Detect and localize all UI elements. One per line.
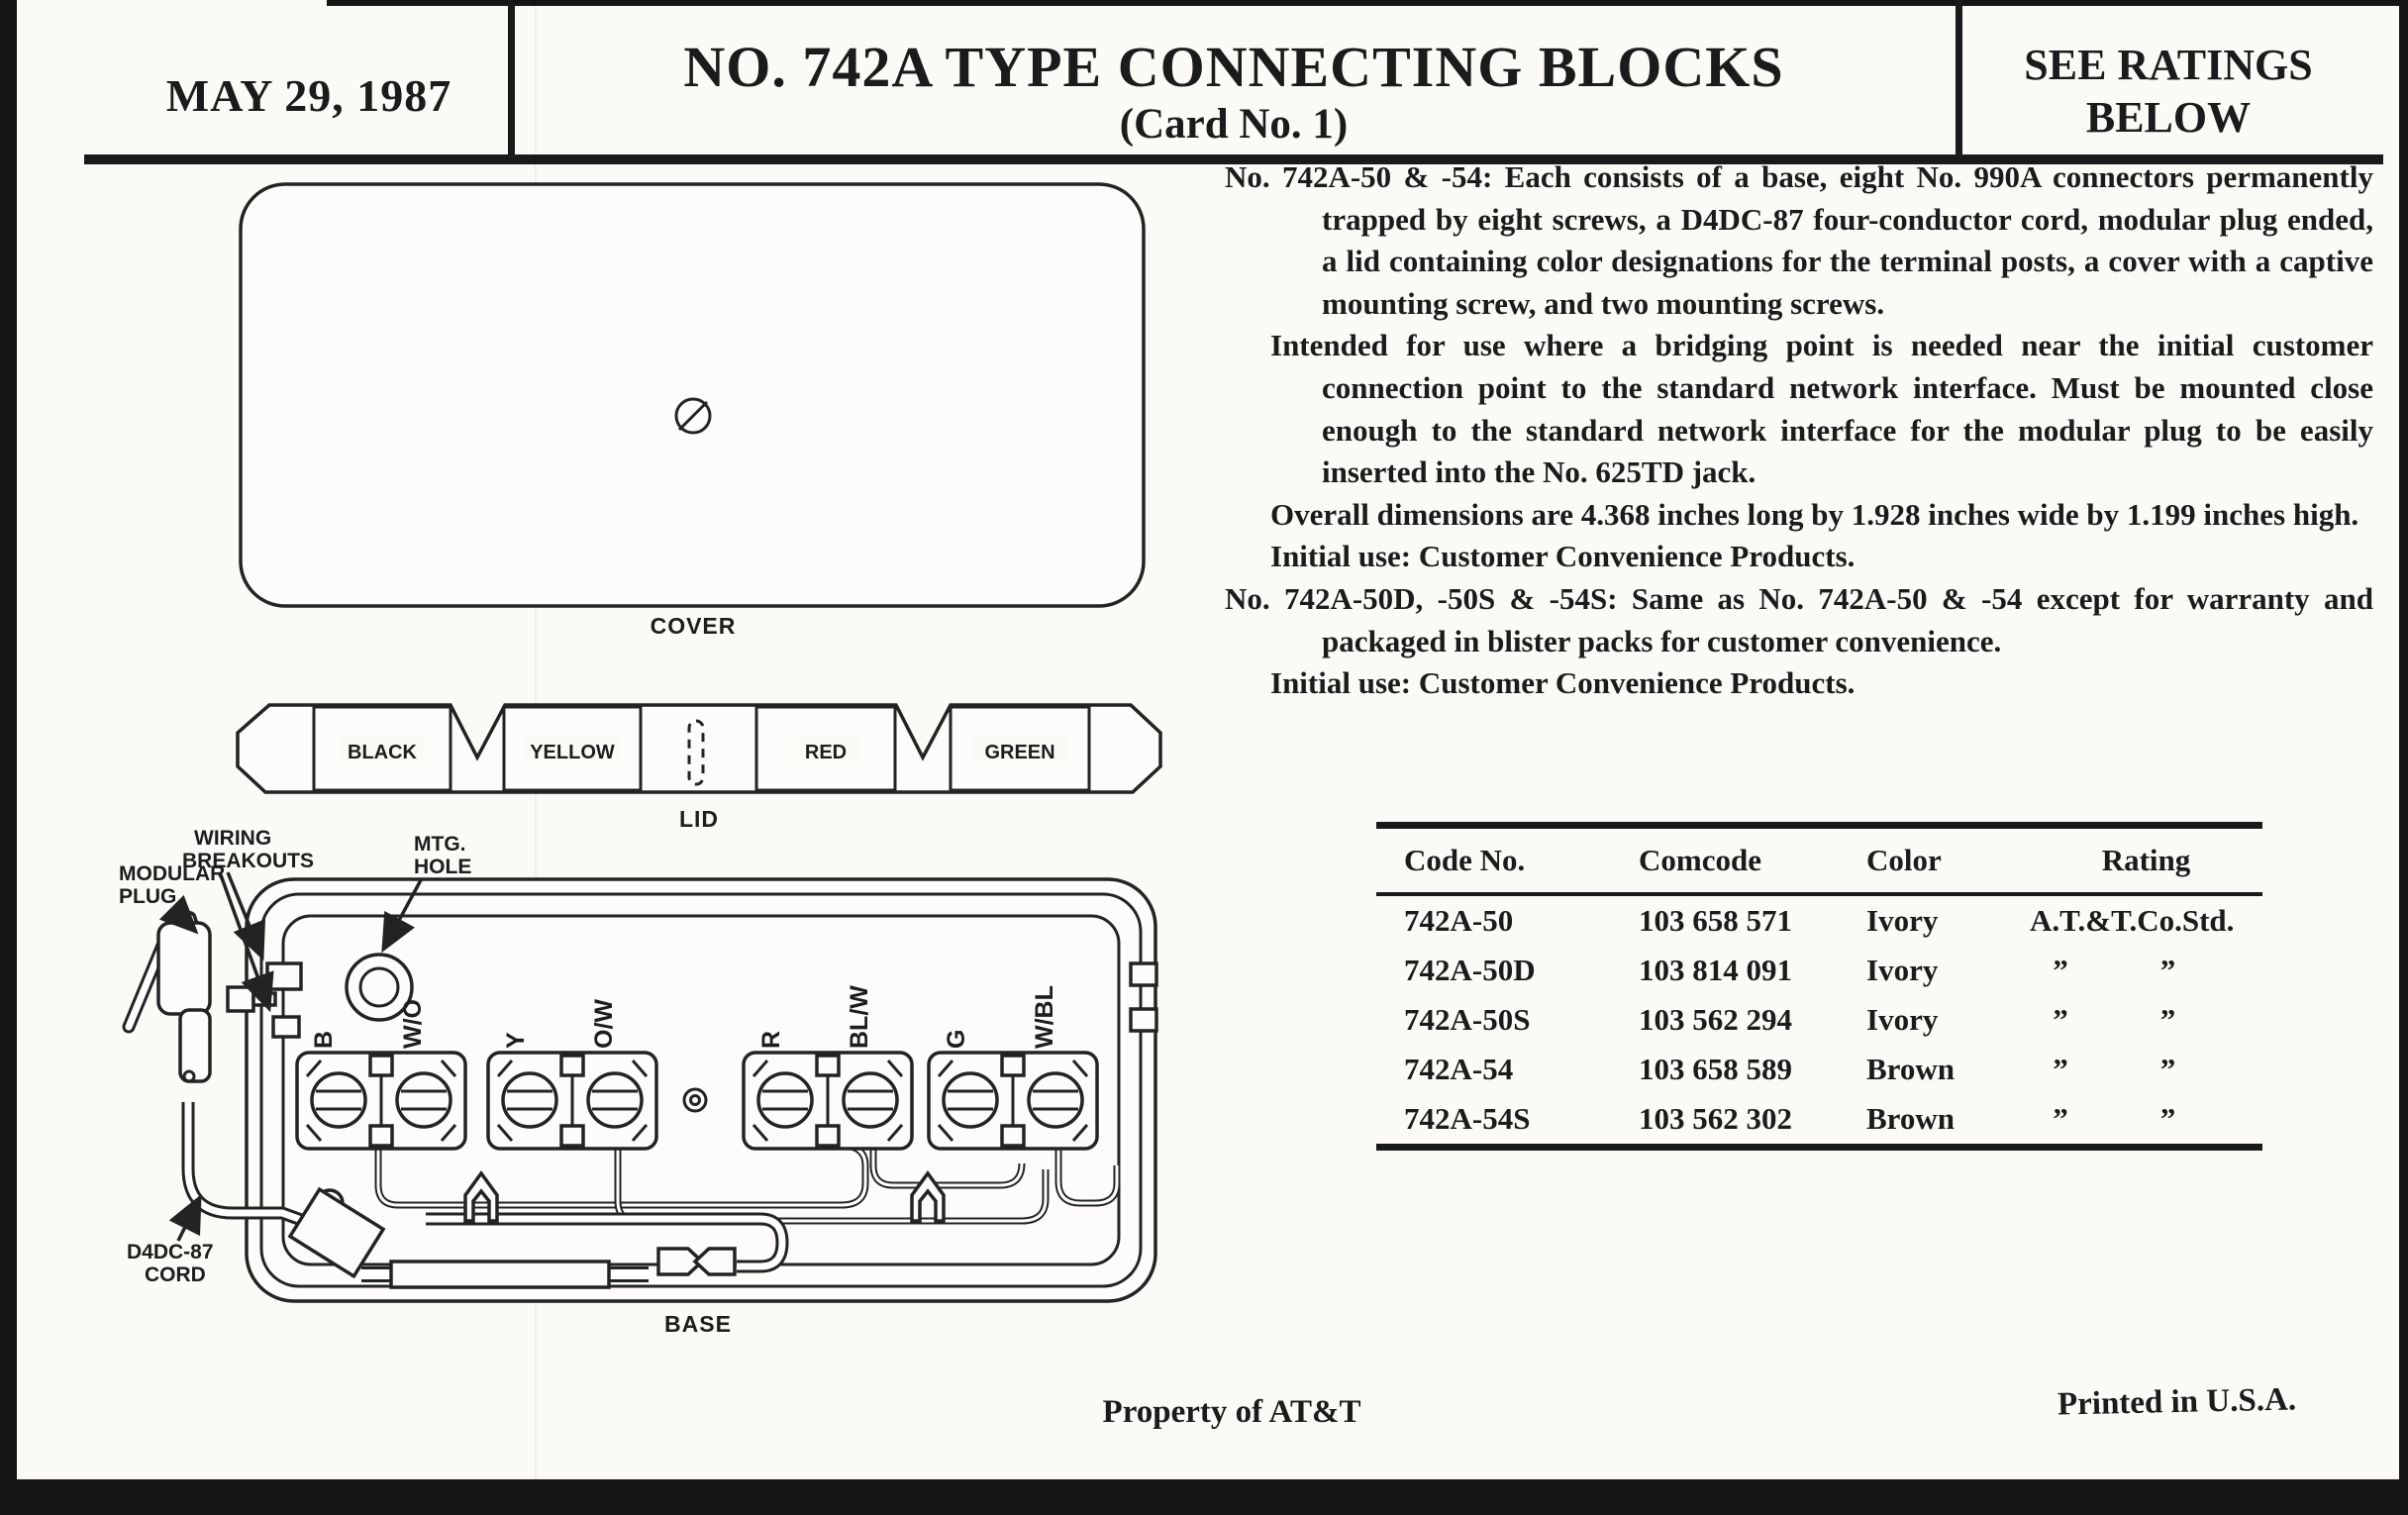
paragraph: Overall dimensions are 4.368 inches long by 1.928 inches wide by 1.199 inches high. xyxy=(1270,496,2359,532)
code-cell: 742A-50S xyxy=(1404,1002,1531,1037)
wiring-breakouts-label: BREAKOUTS xyxy=(182,850,315,872)
column-header: Comcode xyxy=(1639,843,1761,877)
color-cell: Ivory xyxy=(1866,1002,1939,1037)
column-header: Rating xyxy=(2101,843,2191,877)
paragraph: Initial use: Customer Convenience Products. xyxy=(1270,539,1856,574)
comcode-cell: 103 658 589 xyxy=(1639,1052,1792,1086)
code-cell: 742A-54S xyxy=(1404,1101,1531,1136)
cover-label: COVER xyxy=(650,613,737,639)
lid-label: LID xyxy=(678,806,720,832)
lid-section-label: YELLOW xyxy=(530,742,615,763)
printed-notice: Printed in U.S.A. xyxy=(2057,1381,2297,1423)
lid-section-label: RED xyxy=(804,742,848,763)
mtg-hole-label: MTG. xyxy=(414,833,466,856)
code-cell: 742A-50D xyxy=(1404,953,1536,987)
property-notice: Property of AT&T xyxy=(1102,1394,1361,1430)
scan-edge-top xyxy=(327,0,2406,6)
lid-drawing xyxy=(238,705,1160,832)
description-block xyxy=(1225,156,2373,705)
scan-edge-bottom xyxy=(0,1479,2408,1515)
table-row xyxy=(1376,995,2262,1045)
cord-label: CORD xyxy=(145,1263,206,1286)
comcode-cell: 103 562 294 xyxy=(1639,1002,1792,1037)
wiring-breakouts-label: WIRING xyxy=(194,827,272,850)
table-row xyxy=(1376,1094,2262,1144)
ratings-note-line2: BELOW xyxy=(2085,92,2252,142)
side-tab xyxy=(228,987,253,1011)
rating-cell: ” ” xyxy=(2030,1101,2176,1136)
table-header-row xyxy=(1376,829,2262,896)
terminal-label: G xyxy=(943,1029,970,1049)
table-row xyxy=(1376,1045,2262,1094)
color-cell: Ivory xyxy=(1866,953,1939,987)
rating-cell: ” ” xyxy=(2030,1052,2176,1086)
scan-edge-right xyxy=(2399,0,2408,1515)
lid-section-label: BLACK xyxy=(348,742,417,763)
paragraph: No. 742A-50D, -50S & -54S: Same as No. 742A-50 & -54 except for warranty and packaged in blister packs for customer convenience. xyxy=(1225,580,2373,658)
paragraph: Initial use: Customer Convenience Products. xyxy=(1270,665,1856,701)
terminal-pair-block xyxy=(929,1053,1097,1149)
terminal-label: BL/W xyxy=(846,985,873,1049)
column-header: Color xyxy=(1866,843,1942,877)
mtg-hole-label: HOLE xyxy=(414,856,472,878)
code-cell: 742A-50 xyxy=(1404,903,1514,938)
terminal-label: W/BL xyxy=(1031,985,1058,1049)
cover-drawing xyxy=(241,184,1144,639)
side-tab xyxy=(1131,1009,1156,1031)
modular-plug-label: PLUG xyxy=(119,885,177,908)
base-label: BASE xyxy=(664,1311,732,1337)
terminal-label: Y xyxy=(502,1032,530,1049)
color-cell: Ivory xyxy=(1866,903,1939,938)
terminal-label: R xyxy=(757,1030,785,1049)
paragraph: No. 742A-50 & -54: Each consists of a base, eight No. 990A connectors permanently trapped by eight screws, a D4DC-87 four-conductor cord, modular plug ended, a lid containing color designations for the terminal posts, a cover with a captive mounting screw, and two mounting screws. xyxy=(1225,159,2373,321)
title-block xyxy=(512,34,1956,149)
scan-edge-left xyxy=(0,0,17,1515)
cord-sleeve xyxy=(391,1262,609,1287)
rating-cell: ” ” xyxy=(2030,953,2176,987)
terminal-pair-block xyxy=(488,1053,656,1149)
paragraph: Intended for use where a bridging point is needed near the initial customer connection point to the standard network interface. Must be mounted close enough to the standard network interface for the modular plug to be easily inserted into the No. 625TD jack. xyxy=(1270,328,2373,490)
terminal-label: O/W xyxy=(590,999,618,1049)
issue-date: MAY 29, 1987 xyxy=(165,70,452,121)
terminal-label: B xyxy=(310,1030,338,1049)
color-cell: Brown xyxy=(1866,1101,1956,1136)
code-cell: 742A-54 xyxy=(1404,1052,1514,1086)
terminal-pair-block xyxy=(744,1053,912,1149)
page-title: NO. 742A TYPE CONNECTING BLOCKS xyxy=(683,35,1784,99)
rating-cell: A.T.&T.Co.Std. xyxy=(2030,903,2235,938)
lid-section-label: GREEN xyxy=(984,742,1055,763)
terminal-label: W/O xyxy=(399,999,427,1049)
wiring-breakout-tab xyxy=(273,1017,299,1037)
table-row xyxy=(1376,896,2262,946)
table-row xyxy=(1376,946,2262,995)
ratings-table xyxy=(1376,822,2262,1151)
terminal-pair-block xyxy=(297,1053,465,1149)
rating-cell: ” ” xyxy=(2030,1002,2176,1037)
column-header: Code No. xyxy=(1404,843,1526,877)
connecting-block-diagram xyxy=(79,173,1208,1391)
header-divider-right xyxy=(1956,0,1962,155)
modular-plug-label: MODULAR xyxy=(119,862,226,885)
ratings-note xyxy=(1970,40,2366,145)
base-drawing xyxy=(228,879,1156,1337)
ratings-note-line1: SEE RATINGS xyxy=(2024,41,2313,89)
comcode-cell: 103 814 091 xyxy=(1639,953,1792,987)
side-tab xyxy=(1131,963,1156,985)
comcode-cell: 103 562 302 xyxy=(1639,1101,1792,1136)
page-subtitle: (Card No. 1) xyxy=(1119,101,1349,148)
comcode-cell: 103 658 571 xyxy=(1639,903,1792,938)
wiring-breakout-tab xyxy=(267,963,301,989)
cord-label: D4DC-87 xyxy=(127,1241,214,1263)
color-cell: Brown xyxy=(1866,1052,1956,1086)
